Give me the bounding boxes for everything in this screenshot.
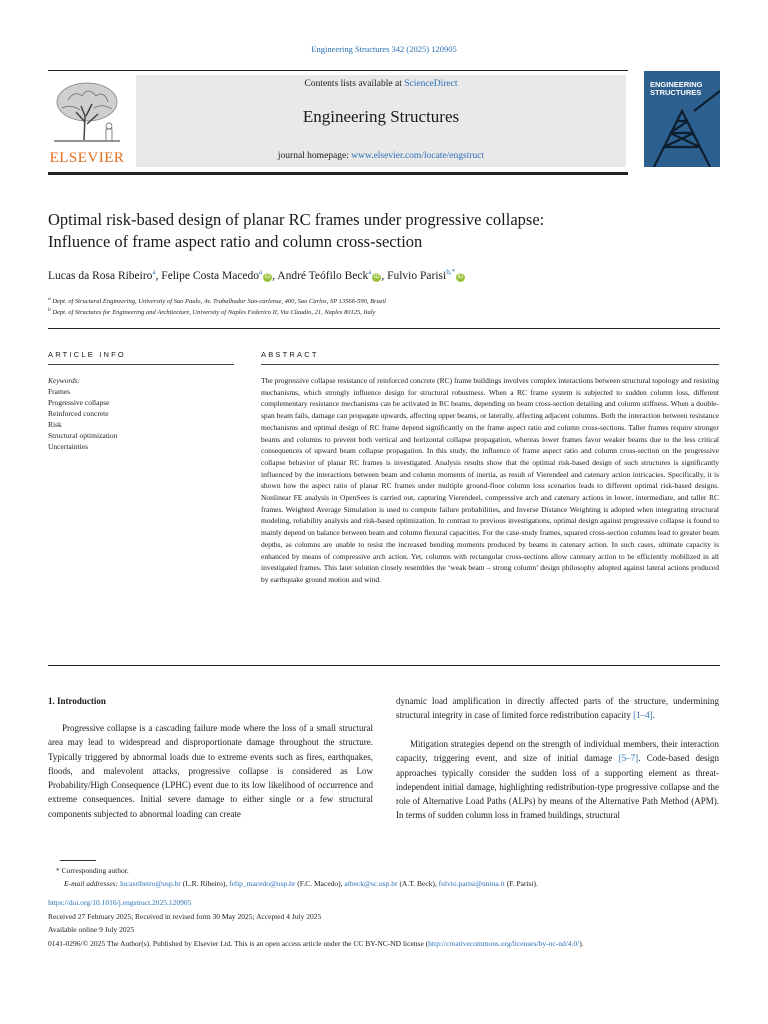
corresponding-author-note bbox=[56, 866, 129, 875]
intro-right-2-text-cont: . Code-based design approaches typically consider the sudden loss of a supporting element as threat-independent initial damage, highlighting redistribution-type progressive collapse and the role of Alternative Load Paths (ALPs) by means of the Alternative Path Method (APM). In terms of sudden column loss in framed buildings, structural bbox=[396, 753, 720, 821]
doi-link[interactable]: https://doi.org/10.1016/j.engstruct.2025.120905 bbox=[48, 898, 192, 907]
author-separator: , bbox=[381, 269, 388, 282]
author-name[interactable]: Lucas da Rosa Ribeiro bbox=[48, 269, 153, 282]
intro-right-2-text: Mitigation strategies depend on the strength of individual members, their interaction capacity, triggering event, and size of initial damage bbox=[396, 739, 719, 764]
email-link[interactable]: fulvio.parisi@unina.it bbox=[438, 879, 505, 888]
contents-availability bbox=[136, 79, 626, 89]
article-info-rule bbox=[48, 364, 234, 365]
affiliation-a-text: Dept. of Structural Engineering, University of Sao Paulo, Av. Trabalhador Sao-carlense, 400, Sao Carlos, SP 13566-590, Brazil bbox=[52, 298, 386, 306]
intro-paragraph-right-2 bbox=[396, 737, 719, 823]
cover-structure-icon bbox=[644, 71, 720, 167]
email-owner: (A.T. Beck), bbox=[397, 879, 439, 888]
email-label: E-mail addresses: bbox=[64, 879, 119, 888]
journal-cover-thumbnail[interactable] bbox=[644, 71, 720, 167]
abstract-heading: ABSTRACT bbox=[261, 350, 319, 359]
affiliation-a-mark: a bbox=[48, 296, 51, 302]
author-separator: , bbox=[155, 269, 162, 282]
keyword-item: Structural optimization bbox=[48, 431, 118, 440]
author-affiliation-mark[interactable]: a bbox=[152, 268, 156, 276]
elsevier-logo[interactable] bbox=[48, 78, 126, 166]
author-separator: , bbox=[272, 269, 278, 282]
keyword-item: Risk bbox=[48, 420, 62, 429]
cover-title-line1: ENGINEERING bbox=[650, 80, 703, 89]
affiliation-b-mark: b bbox=[48, 307, 51, 313]
license-suffix: ). bbox=[579, 939, 584, 948]
keywords-label: Keywords: bbox=[48, 376, 81, 385]
license-link[interactable]: http://creativecommons.org/licenses/by-nc-nd/4.0/ bbox=[428, 939, 580, 948]
email-link[interactable]: felip_macedo@usp.br bbox=[229, 879, 296, 888]
keywords-block bbox=[48, 375, 228, 452]
keyword-item: Progressive collapse bbox=[48, 398, 110, 407]
license-text: 0141-0296/© 2025 The Author(s). Published by Elsevier Ltd. This is an open access article under the CC BY-NC-ND license ( bbox=[48, 939, 429, 948]
license-statement bbox=[48, 938, 720, 950]
abstract-rule bbox=[261, 364, 719, 365]
intro-right-1-end: . bbox=[652, 710, 655, 721]
keyword-item: Uncertainties bbox=[48, 442, 88, 451]
footnote-rule bbox=[60, 860, 96, 861]
email-link[interactable]: lucasribeiro@usp.br bbox=[119, 879, 181, 888]
author-name[interactable]: Felipe Costa Macedo bbox=[161, 269, 260, 282]
citation-link[interactable]: [1–4] bbox=[633, 710, 653, 721]
email-owner: (F.C. Macedo), bbox=[295, 879, 345, 888]
keyword-item: Reinforced concrete bbox=[48, 409, 109, 418]
affiliation-b-text: Dept. of Structures for Engineering and Architecture, University of Naples Federico II, Via Claudio, 21, Naples 80125, Italy bbox=[52, 309, 376, 317]
article-info-heading: ARTICLE INFO bbox=[48, 350, 126, 359]
affiliation-a bbox=[48, 296, 728, 305]
header-bottom-rule bbox=[48, 172, 628, 175]
received-dates: Received 27 February 2025; Received in revised form 30 May 2025; Accepted 4 July 2025 bbox=[48, 912, 322, 921]
elsevier-wordmark: ELSEVIER bbox=[49, 150, 125, 166]
contents-prefix: Contents lists available at bbox=[304, 79, 405, 89]
orcid-icon[interactable]: iD bbox=[264, 273, 271, 280]
intro-paragraph-right-1 bbox=[396, 694, 719, 723]
author-name[interactable]: Fulvio Parisi bbox=[387, 269, 447, 282]
homepage-link[interactable]: www.elsevier.com/locate/engstruct bbox=[351, 151, 485, 161]
email-addresses bbox=[64, 879, 724, 888]
homepage-prefix: journal homepage: bbox=[277, 151, 352, 161]
author-affiliation-mark[interactable]: a bbox=[368, 268, 372, 276]
article-title-line2: Influence of frame aspect ratio and column cross-section bbox=[48, 232, 423, 251]
abstract-text: The progressive collapse resistance of reinforced concrete (RC) frame buildings involves complex interactions between structural topology and resisting mechanisms, which strongly influence design for structural robustness. When a RC frame system is subjected to sudden column loss, different complementary resistance mechanisms can be activated in RC beams, depending on beam cross-section detailing and column stiffness. When a double-span beam fails, damage can propagate upwards, affecting upper beams, or laterally, affecting adjacent columns. Both the interaction between resistance mechanisms and optimal design of RC frame depend significantly on the frame aspect ratio and column cross-sections. Taller frames require stronger beams and columns to prevent both vertical and horizontal collapse propagation, whereas lower frames favor weaker beams due to the less critical consequences of upward beam collapse propagation. In this study, the influence of frame aspect ratio and column cross-section on the progressive collapse behavior of planar RC frames is investigated. Analysis results show that the optimal risk-based design of such structures is significantly influenced by the interactions between beam and column moments of inertia, as result of Vierendeel and catenary action intricacies. Specifically, it is shown how the aspect ratio of planar RC frames under multiple ground-floor column loss scenarios leads to different optimal risk-based designs. Nonlinear FE analysis in OpenSees is carried out, capturing Vierendeel, compressive arch and catenary actions in lower, intermediate, and taller RC frames. Weighted Average Simulation is used to compute failure probabilities, and Inverse Distance Weighting is adopted when integrating structural modeling, reliability analysis and risk-based optimization. In contrast to previous investigations, optimal design against progressive collapse is found to mainly depend on balance between beam and column flexural capacities. For the case-study frames, squared cross-section columns lead to greater beam depths, as columns are unable to resist the increased bending moments produced by beams in catenary action. In such cases, ultimate capacity is enhanced by means of compressive arch action. Yet, columns with rectangular cross-sections allow catenary action to be efficiently mobilized in all investigated frames. This later solution closely resembles the ‘weak beam – strong column’ design philosophy adopted against lateral actions produced by earthquake ground motion and wind. bbox=[261, 376, 719, 584]
email-link[interactable]: atbeck@sc.usp.br bbox=[344, 879, 398, 888]
affiliation-b bbox=[48, 307, 728, 316]
author-affiliation-mark[interactable]: b,* bbox=[446, 268, 455, 276]
orcid-icon[interactable]: iD bbox=[457, 273, 464, 280]
author-name[interactable]: André Teófilo Beck bbox=[277, 269, 369, 282]
intro-right-1-text: dynamic load amplification in directly affected parts of the structure, undermining structural integrity in case of limited force redistribution capacity bbox=[396, 696, 719, 721]
orcid-icon[interactable]: iD bbox=[374, 273, 380, 280]
sciencedirect-link[interactable]: ScienceDirect bbox=[404, 79, 458, 89]
intro-paragraph-left: Progressive collapse is a cascading failure mode where the loss of a small structural area may lead to widespread and disproportionate damage throughout the structure. Typically triggered by abnormal loads due to extreme events such as fires, earthquakes, floods, and malevolent attacks, progressive collapse is considered as Low Probability/High Consequence (LPHC) event due to its low likelihood of occurrence and extreme consequences. Initial severe damage to either single or a few structural components subjected to abnormal loading can create bbox=[48, 723, 373, 819]
abstract-bottom-rule bbox=[48, 665, 720, 666]
author-list bbox=[48, 268, 728, 282]
article-title bbox=[48, 209, 688, 253]
citation-link[interactable]: [5–7] bbox=[618, 753, 639, 764]
journal-title: Engineering Structures bbox=[302, 107, 460, 126]
asterisk-mark: * bbox=[56, 866, 60, 875]
email-owner: (F. Parisi). bbox=[504, 879, 538, 888]
journal-homepage bbox=[136, 151, 626, 161]
email-owner: (L.R. Ribeiro), bbox=[180, 879, 230, 888]
corresponding-text: Corresponding author. bbox=[61, 866, 129, 875]
cover-title-line2: STRUCTURES bbox=[650, 88, 702, 97]
section-heading-introduction: 1. Introduction bbox=[48, 696, 106, 706]
keyword-item: Frames bbox=[48, 387, 71, 396]
journal-reference-link[interactable]: Engineering Structures 342 (2025) 120905 bbox=[311, 44, 457, 54]
article-title-line1: Optimal risk-based design of planar RC frames under progressive collapse: bbox=[48, 210, 545, 229]
header-top-rule bbox=[48, 70, 628, 71]
author-affiliation-mark[interactable]: a bbox=[259, 268, 263, 276]
available-online: Available online 9 July 2025 bbox=[48, 925, 135, 934]
elsevier-tree-icon bbox=[48, 78, 126, 148]
journal-banner bbox=[136, 75, 626, 167]
affiliation-rule bbox=[48, 328, 720, 329]
